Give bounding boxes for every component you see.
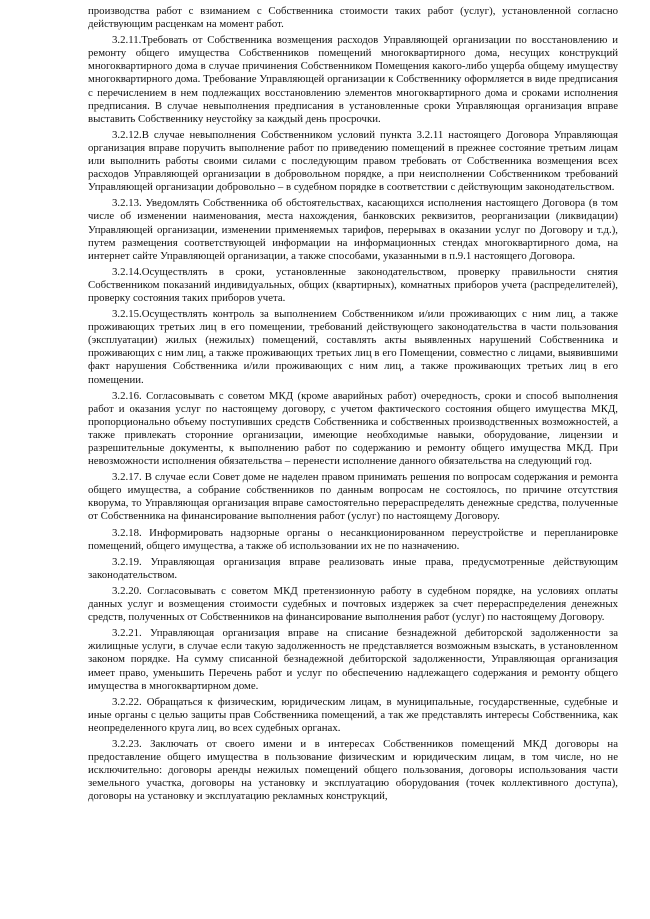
paragraph-3-2-14: 3.2.14.Осуществлять в сроки, установленные законодательством, проверку правильности снятия Собственником показаний индивидуальных, общих (квартирных), комнатных приборов учета (распределителей), проверку состояния таких приборов учета. <box>88 265 618 304</box>
paragraph-3-2-11: 3.2.11.Требовать от Собственника возмещения расходов Управляющей организации по восстановлению и ремонту общего имущества Собственников помещений многоквартирного дома, несущих конструкций многоквартирного дома в случае причинения Собственником Помещения какого-либо ущерба общему имуществу многоквартирного дома. Требование Управляющей организации к Собственнику оформляется в виде предписания с перечислением в нем подлежащих восстановлению элементов многоквартирного дома и сроками исполнения предписания. В случае невыполнения предписания в установленные сроки Управляющая организация вправе выставить Собственнику неустойку за каждый день просрочки. <box>88 34 618 125</box>
paragraph-3-2-16: 3.2.16. Согласовывать с советом МКД (кроме аварийных работ) очередность, сроки и способ выполнения работ и оказания услуг по настоящему договору, с учетом фактического состояния общего имущества МКД, пропорционально объему поступивших средств Собственника и собственных производственных возможностей, а также привлекать сторонние организации, имеющие необходимые навыки, оборудование, лицензии и разрешительные документы, к выполнению работ по содержанию и ремонту общего имущества МКД. При невозможности исполнения обязательства – перенести исполнение данного обязательства на следующий год. <box>88 389 618 468</box>
paragraph-3-2-17: 3.2.17. В случае если Совет доме не наделен правом принимать решения по вопросам содержания и ремонта общего имущества, а собрание собственников по данным вопросам не состоялось, по причине отсутствия кворума, то Управляющая организация вправе самостоятельно перераспределять денежные средства, полученные от Собственника на финансирование выполнения работ (услуг) по настоящему Договору. <box>88 471 618 523</box>
paragraph-3-2-12: 3.2.12.В случае невыполнения Собственником условий пункта 3.2.11 настоящего Договора Управляющая организация вправе поручить выполнение работ по приведению помещений в прежнее состояние третьим лицам или выполнить работы своими силами с последующим правом требовать от Собственника возмещения всех расходов Управляющей организации в добровольном порядке, а при неисполнении Собственником требований Управляющей организации добровольно – в судебном порядке в соответствии с действующим законодательством. <box>88 128 618 194</box>
paragraph-3-2-19: 3.2.19. Управляющая организация вправе реализовать иные права, предусмотренные действующим законодательством. <box>88 555 618 581</box>
paragraph-3-2-22: 3.2.22. Обращаться к физическим, юридическим лицам, в муниципальные, государственные, судебные и иные органы с целью защиты прав Собственника помещений, а так же представлять интересы Собственника, как неопределенного круга лиц, во всех судебных органах. <box>88 695 618 734</box>
paragraph-3-2-21: 3.2.21. Управляющая организация вправе на списание безнадежной дебиторской задолженности за жилищные услуги, в случае если такую задолженность не представляется возможным взыскать, в установленном законом порядке. На сумму списанной безнадежной дебиторской задолженности, Управляющая организация имеет право, уменьшить Перечень работ и услуг по обеспечению надлежащего содержания и ремонту общего имущества в многоквартирном доме. <box>88 627 618 692</box>
paragraph-3-2-13: 3.2.13. Уведомлять Собственника об обстоятельствах, касающихся исполнения настоящего Договора (в том числе об изменении наименования, места нахождения, банковских реквизитов, реорганизации (ликвидации) Управляющей организации, изменении применяемых тарифов, перерывах в оказании услуг по Договору и т.д.), путем размещения соответствующей информации на информационных стендах многоквартирного дома, на интернет сайте Управляющей организации, а также способами, указанными в п.9.1 настоящего Договора. <box>88 197 618 262</box>
paragraph-3-2-20: 3.2.20. Согласовывать с советом МКД претензионную работу в судебном порядке, на условиях оплаты данных услуг и возмещения стоимости судебных и почтовых издержек за счет перераспределения денежных средств, полученных от Собственников на финансирование выполнения работ (услуг) по настоящему Договору. <box>88 584 618 624</box>
paragraph-3-2-18: 3.2.18. Информировать надзорные органы о несанкционированном переустройстве и перепланировке помещений, общего имущества, а также об использовании их не по назначению. <box>88 526 618 552</box>
paragraph-continuation: производства работ с взиманием с Собственника стоимости таких работ (услуг), установленной согласно действующим расценкам на момент работ. <box>88 5 618 31</box>
paragraph-3-2-15: 3.2.15.Осуществлять контроль за выполнением Собственником и/или проживающих с ним лиц, а также проживающих третьих лиц в его помещении, требований действующего законодательства в части пользования (эксплуатации) жилых (нежилых) помещений, составлять акты выявленных нарушений Собственника и проживающих с ним лиц, а также проживающих третьих лиц в его Помещении, совместно с лицами, выявившими факт нарушения Собственника и/или проживающих с ним лиц, а также проживающих третьих лиц в его помещении. <box>88 308 618 386</box>
paragraph-3-2-23: 3.2.23. Заключать от своего имени и в интересах Собственников помещений МКД договоры на предоставление общего имущества в пользование физическим и юридическим лицам, в том числе, но не исключительно: договоры аренды нежилых помещений общего пользования, договоры использования части земельного участка, договоры на установку и эксплуатацию оборудования (точек коллективного доступа), договоры на установку и эксплуатацию рекламных конструкций, <box>88 737 618 803</box>
